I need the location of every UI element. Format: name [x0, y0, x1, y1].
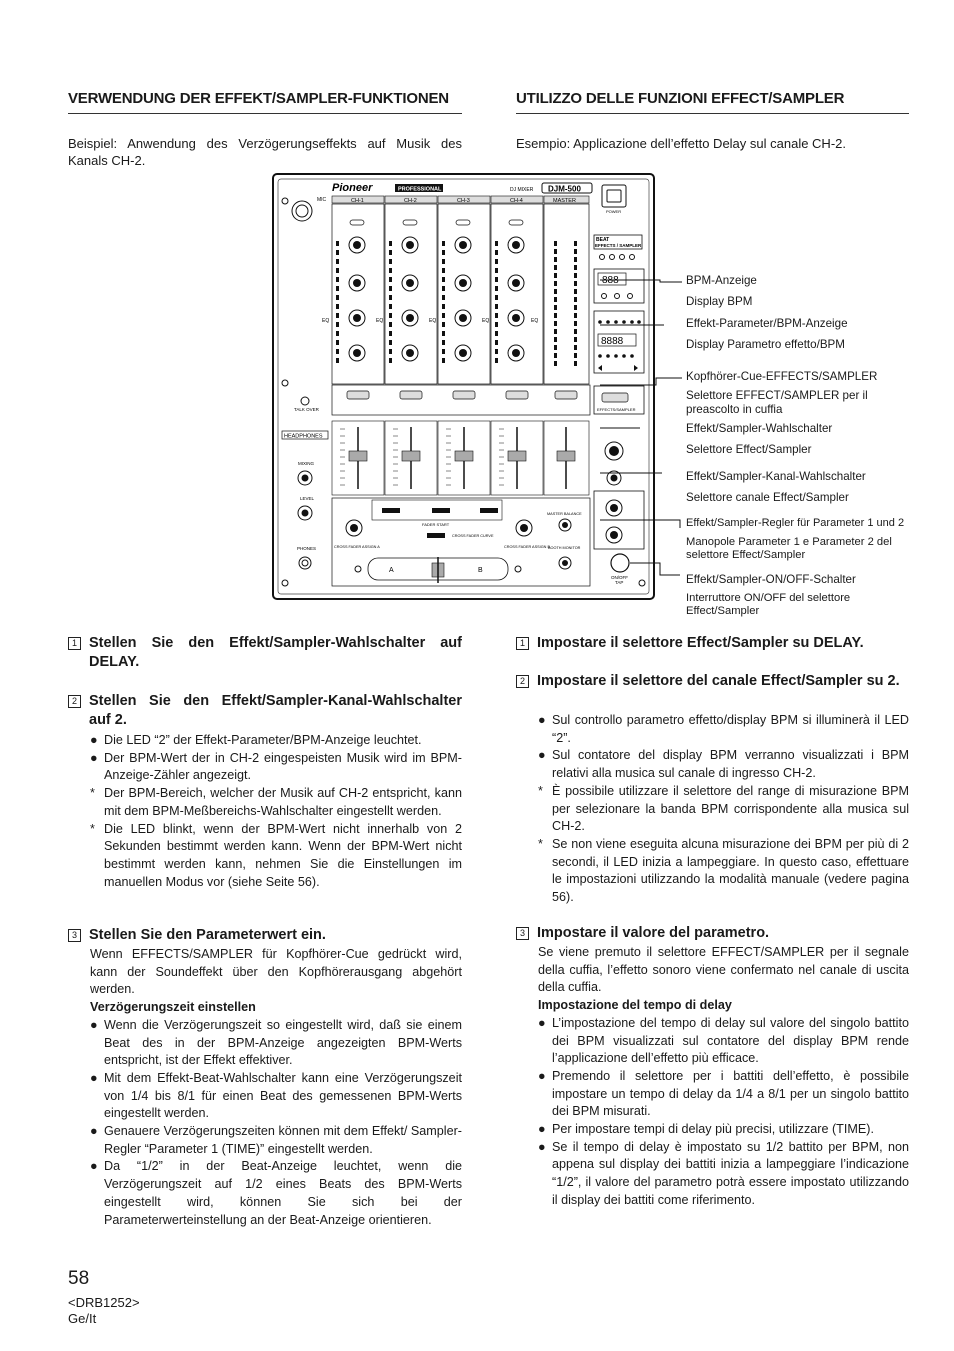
callout-cue-effects — [686, 370, 906, 417]
cue-button — [400, 391, 422, 399]
callout-effect-selector-de: Effekt/Sampler-Wahlschalter — [686, 422, 833, 435]
ch2-label: CH-2 — [404, 198, 417, 204]
right-step-1-text: Impostare il selettore Effect/Sampler su DELAY. — [537, 635, 864, 651]
right-step-3 — [516, 924, 909, 943]
right-step-3-subheading: Impostazione del tempo di delay — [538, 998, 732, 1013]
bpm-display: 888 — [602, 275, 619, 286]
right-intro: Esempio: Applicazione dell’effetto Delay sul canale CH-2. — [516, 136, 846, 151]
list-item: ● Der BPM-Wert der in CH-2 eingespeisten Musik wird im BPM-Anzeige-Zähler angezeigt. — [90, 750, 462, 783]
callout-bpm-display — [686, 274, 906, 309]
right-step-1-number: 1 — [516, 637, 529, 650]
right-heading-rule — [516, 113, 909, 114]
beat-label: BEAT — [596, 237, 610, 243]
master-label: MASTER — [553, 198, 576, 204]
mixer-illustration — [272, 173, 655, 600]
right-step-1 — [516, 634, 909, 653]
right-step-2-list — [538, 712, 909, 907]
right-heading: UTILIZZO DELLE FUNZIONI EFFECT/SAMPLER — [516, 90, 845, 107]
callout-bpm-display-de: BPM-Anzeige — [686, 274, 757, 287]
headphones-label: HEADPHONES — [284, 433, 323, 440]
callout-cue-effects-de: Kopfhörer-Cue-EFFECTS/SAMPLER — [686, 370, 878, 383]
left-step-3-subheading: Verzögerungszeit einstellen — [90, 1000, 256, 1015]
document-code: <DRB1252> — [68, 1295, 140, 1310]
effects-sampler-header: EFFECTS / SAMPLER — [595, 243, 642, 248]
callout-bpm-display-it: Display BPM — [686, 295, 753, 308]
left-step-1-text: Stellen Sie den Effekt/Sampler-Wahlschalter auf DELAY. — [89, 635, 462, 670]
list-item: ● L’impostazione del tempo di delay sul valore del singolo battito dei BPM visualizzati sul contatore del display BPM rende l’applicazione dell’effetto più efficace. — [538, 1015, 909, 1066]
master-cue-button — [555, 391, 577, 399]
fader-b-label: B — [478, 567, 483, 574]
left-step-2-number: 2 — [68, 695, 81, 708]
callout-cue-effects-it: Selettore EFFECT/SAMPLER per il preascolto in cuffia — [686, 389, 868, 416]
eq-label-3: EQ — [429, 318, 437, 324]
callout-parameter-knobs-de: Effekt/Sampler-Regler für Parameter 1 und 2 — [686, 517, 905, 529]
left-intro: Beispiel: Anwendung des Verzögerungseffekts auf Musik des Kanals CH-2. — [68, 136, 462, 168]
cross-fader-assign-b: CROSS FADER ASSIGN B — [504, 545, 550, 549]
right-step-2 — [516, 672, 909, 691]
left-heading-rule — [68, 113, 462, 114]
callout-param-display — [686, 317, 906, 352]
left-step-2 — [68, 692, 462, 730]
ch1-label: CH-1 — [351, 198, 364, 204]
cue-button — [506, 391, 528, 399]
left-step-1 — [68, 634, 462, 672]
list-item: ● Sul contatore del display BPM verranno visualizzati i BPM relativi alla musica sul canale di ingresso CH-2. — [538, 748, 909, 781]
fader-start-label: FADER START — [422, 522, 450, 527]
cross-fader-curve-label: CROSS FADER CURVE — [452, 534, 494, 538]
callout-channel-selector-de: Effekt/Sampler-Kanal-Wahlschalter — [686, 470, 866, 483]
left-heading: VERWENDUNG DER EFFEKT/SAMPLER-FUNKTIONEN — [68, 90, 449, 107]
list-item: ● Wenn die Verzögerungszeit so eingestellt wird, daß sie einem Beat des in der BPM-Anzeige angezeigten BPM-Werts entspricht, ist der Effekt effektiver. — [90, 1017, 462, 1068]
left-step-2-text: Stellen Sie den Effekt/Sampler-Kanal-Wahlschalter auf 2. — [89, 693, 462, 728]
callout-parameter-knobs — [686, 516, 912, 561]
left-step-3-number: 3 — [68, 929, 81, 942]
callout-effect-selector — [686, 422, 906, 457]
callout-channel-selector — [686, 470, 906, 505]
mixer-mic-label: MIC — [317, 197, 327, 203]
ch4-label: CH-4 — [510, 198, 523, 204]
right-step-2-text: Impostare il selettore del canale Effect/Sampler su 2. — [537, 673, 900, 689]
right-step-3-number: 3 — [516, 927, 529, 940]
cue-button — [453, 391, 475, 399]
left-step-3-text: Stellen Sie den Parameterwert ein. — [89, 927, 326, 943]
cue-button — [347, 391, 369, 399]
mixer-power-label: POWER — [606, 209, 622, 214]
callout-channel-selector-it: Selettore canale Effect/Sampler — [686, 491, 849, 504]
callout-param-display-de: Effekt-Parameter/BPM-Anzeige — [686, 317, 848, 330]
talk-over-label: TALK OVER — [294, 407, 319, 412]
eq-label-1: EQ — [322, 318, 330, 324]
level-label: LEVEL — [300, 496, 315, 501]
on-off-label: ON/OFF — [611, 575, 628, 580]
right-step-3-body — [538, 944, 909, 1210]
right-step-2-number: 2 — [516, 675, 529, 688]
mixer-model-label: DJ MIXER — [510, 187, 534, 193]
eq-label-2: EQ — [376, 318, 384, 324]
mixer-model: DJM-500 — [548, 184, 581, 194]
master-balance-label: MASTER BALANCE — [547, 512, 582, 516]
tap-label: TAP — [615, 580, 624, 585]
effects-sampler-button-label: EFFECTS/SAMPLER — [597, 407, 636, 412]
ch3-label: CH-3 — [457, 198, 470, 204]
list-item: * Se non viene eseguita alcuna misurazione dei BPM per più di 2 secondi, il LED inizia a lampeggiare. In questo caso, effettuare le impostazioni utilizzando la modalità manuale (vedere pagina 56). — [538, 836, 909, 905]
list-item: ● Die LED “2” der Effekt-Parameter/BPM-Anzeige leuchtet. — [90, 733, 422, 747]
list-item: * Der BPM-Bereich, welcher der Musik auf CH-2 entspricht, kann mit dem BPM-Meßbereichs-Wahlschalter eingestellt werden. — [90, 786, 462, 818]
list-item: ● Mit dem Effekt-Beat-Wahlschalter kann eine Verzögerungszeit von 1/4 bis 8/1 für einen Beat des gemessenen BPM-Werts eingestellt werden. — [90, 1070, 462, 1121]
left-step-3 — [68, 926, 462, 945]
list-item: ● Per impostare tempi di delay più precisi, utilizzare (TIME). — [538, 1122, 874, 1137]
callout-parameter-knobs-it: Manopole Parameter 1 e Parameter 2 del selettore Effect/Sampler — [686, 536, 892, 561]
left-step-2-list — [90, 732, 462, 891]
list-item: * È possibile utilizzare il selettore del range di misurazione BPM per selezionare la banda BPM corrispondente alla musica sul CH-2. — [538, 783, 909, 834]
list-item: ● Genauere Verzögerungszeiten können mit dem Effekt/ Sampler-Regler “Parameter 1 (TIME)” eingestellt werden. — [90, 1124, 462, 1156]
eq-label-5: EQ — [531, 318, 539, 324]
list-item: * Die LED blinkt, wenn der BPM-Wert nicht innerhalb von 2 Sekunden bestimmt werden kann. Wenn der BPM-Wert nicht bestimmt werden kann, nehmen Sie die Einstellungen im manuellen Modus vor (siehe Seite 56). — [90, 821, 462, 889]
right-step-3-para: Se viene premuto il selettore EFFECT/SAMPLER per il segnale della cuffia, l’effetto sonoro viene confermato nel canale di uscita della cuffia. — [538, 945, 909, 995]
callout-param-display-it: Display Parametro effetto/BPM — [686, 338, 845, 351]
callout-on-off-it: Interruttore ON/OFF del selettore Effect/Sampler — [686, 592, 851, 617]
list-item: ● Se il tempo di delay è impostato su 1/2 battito per BPM, non appena sul display dei battiti inizia a lampeggiare l’indicazione “1/2”, il valore del parametro potrà essere impostato utilizzando il display dei battiti come riferimento. — [538, 1139, 909, 1207]
list-item: ● Premendo il selettore per i battiti dell’effetto, è possibile impostare un tempo di delay da 1/4 a 8/1 per un singolo battito dei BPM misurati. — [538, 1068, 909, 1119]
fader-a-label: A — [389, 567, 394, 574]
callout-on-off-de: Effekt/Sampler-ON/OFF-Schalter — [686, 573, 856, 586]
eq-label-4: EQ — [482, 318, 490, 324]
booth-monitor-label: BOOTH MONITOR — [548, 546, 581, 550]
callout-lines — [600, 270, 690, 600]
param-display: 8888 — [601, 336, 624, 347]
callout-on-off — [686, 573, 906, 617]
phones-label: PHONES — [297, 546, 317, 551]
list-item: ● Da “1/2” in der Beat-Anzeige leuchtet, wenn die Verzögerungszeit auf 1/2 eines Beats des BPM-Werts eingestellt wird, können Sie sich bei der Parameterwerteinstellung an der Beat-Anzeige orientieren. — [90, 1159, 462, 1227]
mixing-label: MIXING — [298, 461, 315, 466]
list-item: ● Sul controllo parametro effetto/display BPM si illuminerà il LED “2”. — [538, 713, 909, 745]
page-number: 58 — [68, 1268, 90, 1289]
right-step-3-text: Impostare il valore del parametro. — [537, 925, 770, 941]
cross-fader-assign-a: CROSS FADER ASSIGN A — [334, 545, 380, 549]
left-step-3-para: Wenn EFFECTS/SAMPLER für Kopfhörer-Cue gedrückt wird, kann der Soundeffekt über den Kopfhörerausgang abgehört werden. — [90, 947, 462, 997]
callout-effect-selector-it: Selettore Effect/Sampler — [686, 443, 812, 456]
language-code: Ge/It — [68, 1311, 97, 1326]
mixer-brand: Pioneer — [332, 182, 373, 194]
left-step-1-number: 1 — [68, 637, 81, 650]
mixer-brand-sub: PROFESSIONAL — [398, 186, 442, 193]
left-step-3-body — [90, 946, 462, 1229]
